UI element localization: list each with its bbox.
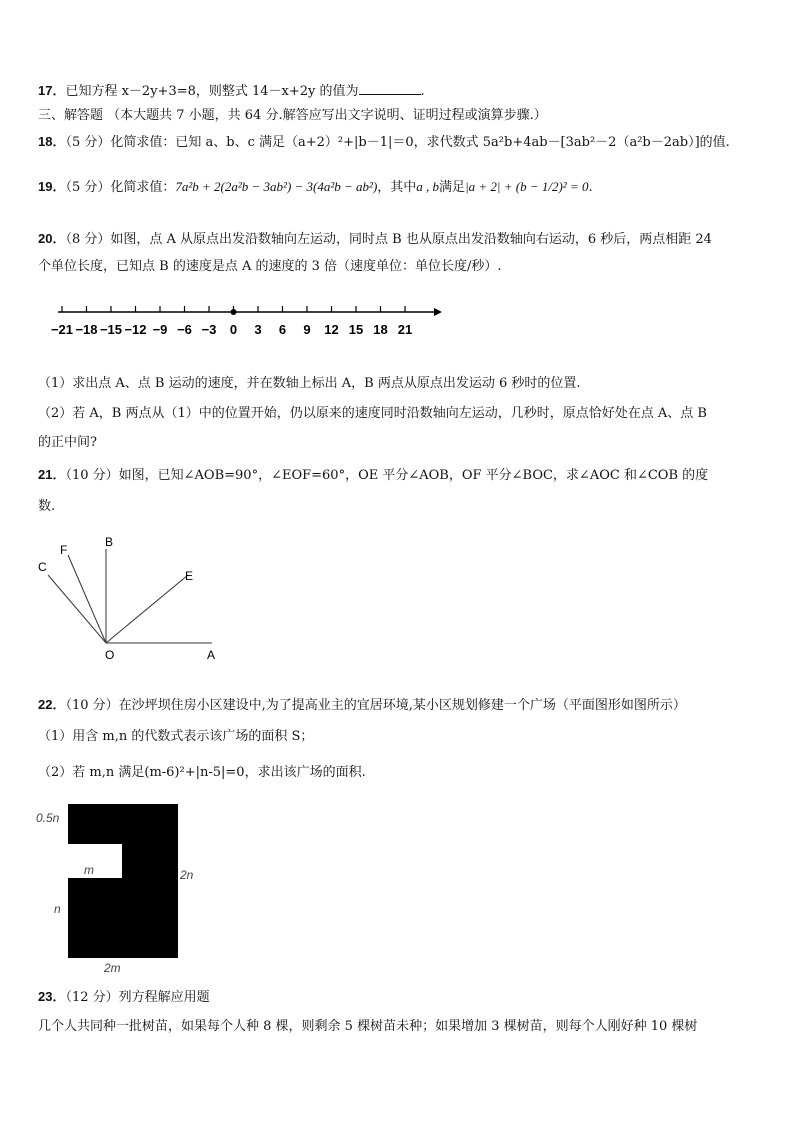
label-A: A [207,648,216,662]
question-20 [38,230,712,249]
label-O: O [105,648,115,662]
ray-OF [68,555,106,643]
question-23-body: 几个人共同种一批树苗，如果每个人种 8 棵，则剩余 5 棵树苗未种；如果增加 3 棵树苗，则每个人刚好种 10 棵树 [38,1019,698,1034]
question-number: 19． [38,179,66,194]
question-number: 21． [38,467,66,482]
label-m: m [84,863,94,877]
number-line-tick-label: 18 [373,322,388,337]
question-text: （10 分）在沙坪坝住房小区建设中,为了提高业主的宜居环境,某小区规划修建一个广场（平面图形如图所示） [65,698,686,713]
origin-point [231,309,237,315]
label-2m: 2m [104,961,121,975]
question-20-part2-cont: 的正中间? [38,435,97,450]
number-line-tick-label: 21 [397,322,413,337]
question-19: 19．（5 分）化简求值：7a²b + 2(2a²b − 3ab²) − 3(4a²b − ab²)，其中a , b满足|a + 2| + (b − 1/2)² = 0. [38,179,593,195]
question-text: （5 分）化简求值： [65,180,176,195]
number-line-tick-label: 15 [348,322,364,337]
ray-OE [106,575,188,643]
math-condition: |a + 2| + (b − 1/2)² = 0 [465,179,589,194]
number-line-tick-label: 6 [278,322,287,337]
question-text: （12 分）列方程解应用题 [65,990,210,1005]
math-expression: 7a²b + 2(2a²b − 3ab²) − 3(4a²b − ab²) [175,179,378,194]
ray-OC [48,575,106,643]
question-22-part1: （1）用含 m,n 的代数式表示该广场的面积 S； [38,729,314,744]
question-text: （8 分）如图，点 A 从原点出发沿数轴向左运动，同时点 B 也从原点出发沿数轴向右运动，6 秒后，两点相距 24 [65,232,712,247]
section-heading: 三、解答题 （本大题共 7 小题，共 64 分.解答应写出文字说明、证明过程或演算步骤.） [38,108,547,123]
angle-figure [30,535,270,670]
question-number: 18． [38,134,66,149]
number-line-tick-label: 0 [229,322,238,337]
question-number: 20． [38,231,66,246]
question-18 [38,133,730,152]
plaza-figure [30,800,230,975]
label-F: F [60,543,68,557]
question-text: 已知方程 x－2y+3=8，则整式 14－x+2y 的值为 [65,84,359,99]
number-line-tick-label: 3 [254,322,262,337]
number-line-tick-label: −18 [75,322,98,337]
question-17: 17．已知方程 x－2y+3=8，则整式 14－x+2y 的值为 . [38,83,425,99]
question-text: （5 分）化简求值：已知 a、b、c 满足（a+2）²+|b－1|＝0，求代数式 5a²b+4ab－[3ab²－2（a²b－2ab）]的值. [65,135,730,150]
number-line-tick-label: −6 [177,322,192,337]
question-20-part2: （2）若 A，B 两点从（1）中的位置开始，仍以原来的速度同时沿数轴向左运动，几秒时，原点恰好处在点 A、点 B [38,406,707,421]
number-line-tick-label: −9 [152,322,168,337]
math-variables: a , b [416,179,440,194]
label-0.5n: 0.5n [36,811,60,825]
number-line-tick-label: 12 [324,322,339,337]
question-22-part2: （2）若 m,n 满足(m-6)²+|n-5|=0，求出该广场的面积. [38,765,366,780]
answer-blank[interactable] [359,82,421,95]
question-22 [38,696,686,715]
number-line-figure [0,298,794,358]
question-number: 23． [38,989,66,1004]
number-line-tick-label: −12 [124,322,147,337]
number-line-tick-label: −15 [99,322,123,337]
number-line-tick-label: 9 [303,322,311,337]
label-B: B [105,535,114,549]
question-20-part1: （1）求出点 A、点 B 运动的速度，并在数轴上标出 A，B 两点从原点出发运动 6 秒时的位置. [38,376,581,391]
label-2n: 2n [180,868,194,882]
label-E: E [185,569,194,583]
number-line-arrow [434,308,442,316]
question-text: （10 分）如图，已知∠AOB=90°，∠EOF=60°，OE 平分∠AOB，OF 平分∠BOC，求∠AOC 和∠COB 的度 [65,468,709,483]
label-C: C [38,560,47,574]
number-line-tick-label: −3 [201,322,217,337]
question-number: 17． [38,83,66,98]
label-n: n [54,902,61,916]
question-20-line2: 个单位长度，已知点 B 的速度是点 A 的速度的 3 倍（速度单位：单位长度/秒）. [38,259,502,274]
number-line-tick-label: −21 [50,322,74,337]
plaza-shape [68,804,178,958]
question-23 [38,988,210,1007]
question-21-line2: 数. [38,499,56,514]
question-21 [38,466,708,485]
question-number: 22． [38,697,66,712]
